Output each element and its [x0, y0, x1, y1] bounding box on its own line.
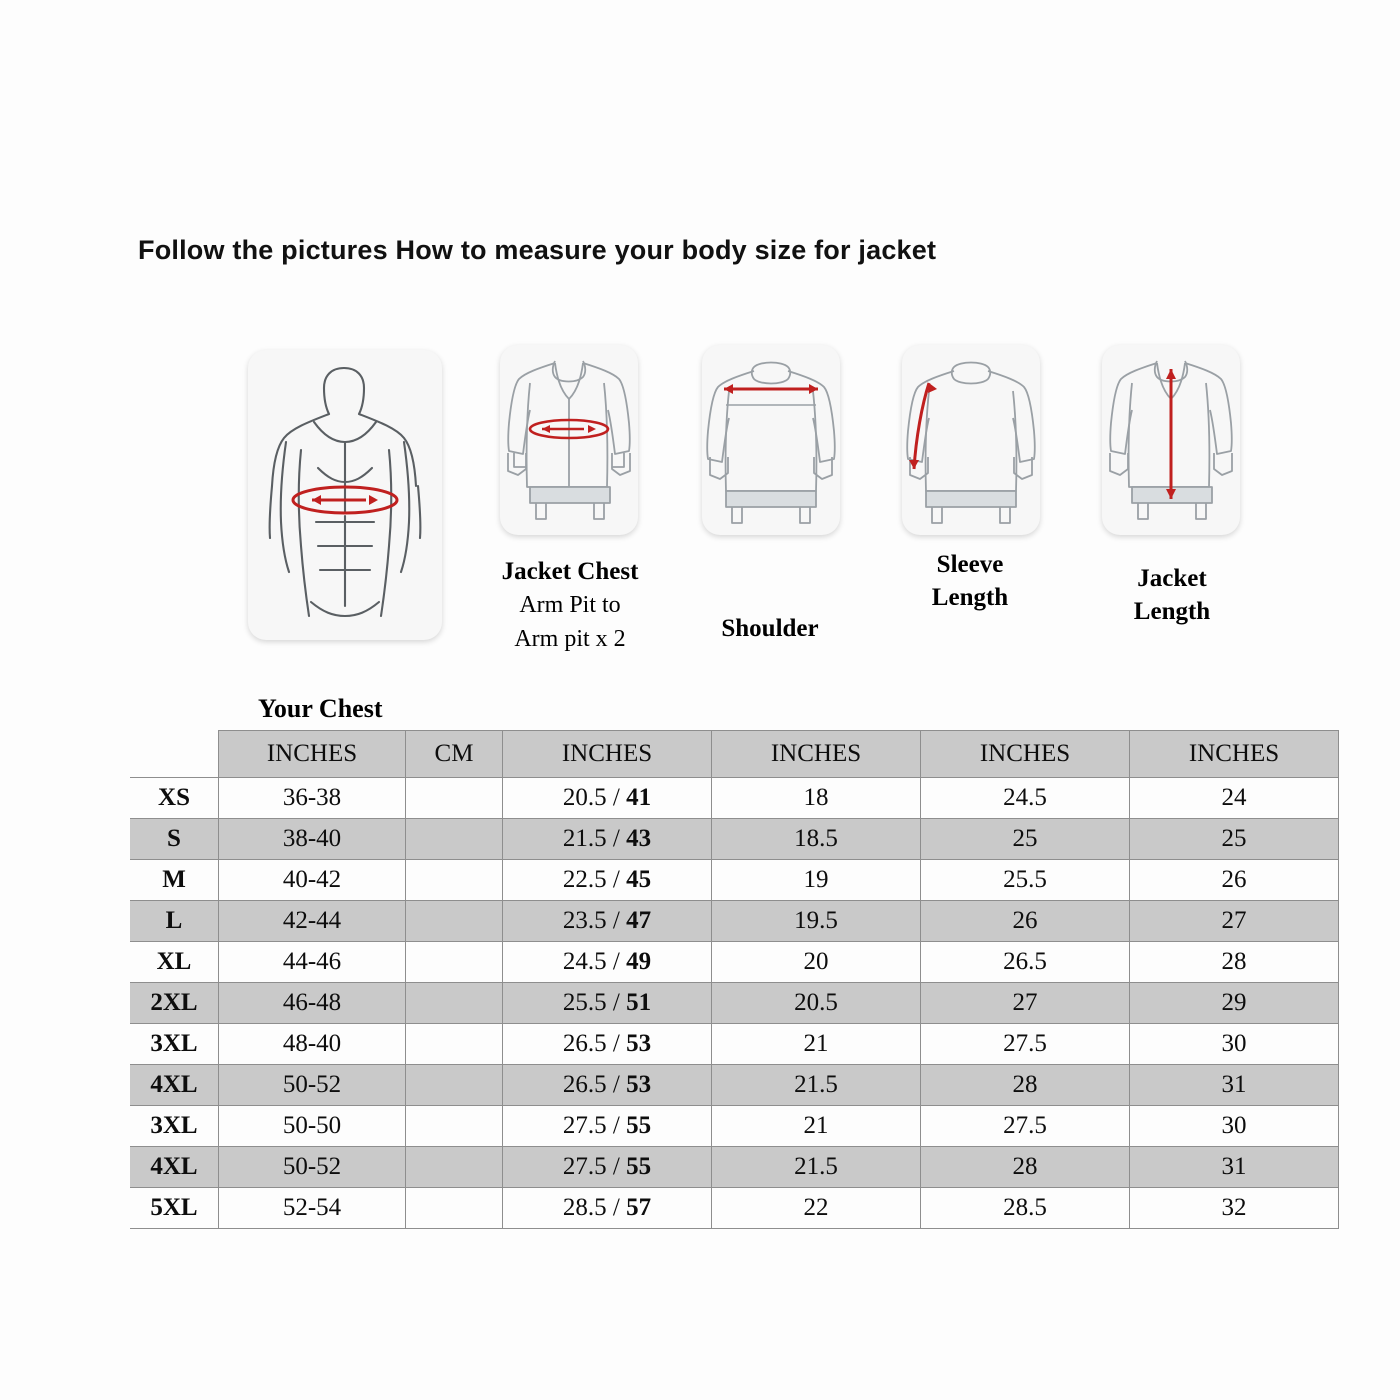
cell-jacket-chest: 23.5 / 47 — [503, 901, 712, 942]
cell-chest-in: 52-54 — [219, 1188, 406, 1229]
cell-size: 2XL — [130, 983, 219, 1024]
size-chart-table — [130, 730, 1339, 1229]
cell-chest-in: 50-52 — [219, 1147, 406, 1188]
caption-jacket-chest-title: Jacket Chest — [501, 558, 639, 585]
cell-size: 3XL — [130, 1106, 219, 1147]
table-row — [130, 819, 1339, 860]
cell-jacket-chest: 26.5 / 53 — [503, 1024, 712, 1065]
caption-shoulder-title: Shoulder — [721, 615, 819, 642]
cell-size: XL — [130, 942, 219, 983]
caption-sleeve-line2: Length — [931, 584, 1009, 611]
illustration-row — [130, 340, 1280, 670]
cell-length: 30 — [1130, 1024, 1339, 1065]
cell-sleeve: 25 — [921, 819, 1130, 860]
cell-jacket-chest: 24.5 / 49 — [503, 942, 712, 983]
table-row — [130, 1024, 1339, 1065]
header-length-inches: INCHES — [1130, 731, 1339, 778]
caption-jacket-length-line2: Length — [1133, 598, 1211, 625]
cell-shoulder: 20 — [712, 942, 921, 983]
cell-chest-cm — [406, 1024, 503, 1065]
cell-chest-in: 36-38 — [219, 778, 406, 819]
cell-size: 5XL — [130, 1188, 219, 1229]
table-row — [130, 778, 1339, 819]
cell-chest-in: 42-44 — [219, 901, 406, 942]
table-row — [130, 942, 1339, 983]
header-size — [130, 731, 219, 778]
cell-length: 30 — [1130, 1106, 1339, 1147]
shoulder-illustration — [702, 345, 840, 535]
jacket-length-illustration — [1102, 345, 1240, 535]
cell-shoulder: 20.5 — [712, 983, 921, 1024]
cell-size: L — [130, 901, 219, 942]
table-row — [130, 901, 1339, 942]
cell-length: 29 — [1130, 983, 1339, 1024]
cell-jacket-chest: 22.5 / 45 — [503, 860, 712, 901]
header-chest-inches: INCHES — [219, 731, 406, 778]
caption-jacket-length-line1: Jacket — [1137, 565, 1207, 592]
cell-sleeve: 24.5 — [921, 778, 1130, 819]
cell-length: 25 — [1130, 819, 1339, 860]
cell-shoulder: 18.5 — [712, 819, 921, 860]
cell-shoulder: 21.5 — [712, 1147, 921, 1188]
cell-length: 27 — [1130, 901, 1339, 942]
cell-chest-cm — [406, 860, 503, 901]
cell-shoulder: 19.5 — [712, 901, 921, 942]
cell-size: S — [130, 819, 219, 860]
cell-jacket-chest: 27.5 / 55 — [503, 1106, 712, 1147]
cell-shoulder: 18 — [712, 778, 921, 819]
cell-sleeve: 26 — [921, 901, 1130, 942]
table-body — [130, 778, 1339, 1229]
cell-chest-cm — [406, 778, 503, 819]
cell-jacket-chest: 25.5 / 51 — [503, 983, 712, 1024]
cell-chest-cm — [406, 1106, 503, 1147]
cell-chest-cm — [406, 983, 503, 1024]
header-jacket-chest-inches: INCHES — [503, 731, 712, 778]
cell-chest-in: 40-42 — [219, 860, 406, 901]
cell-size: XS — [130, 778, 219, 819]
header-shoulder-inches: INCHES — [712, 731, 921, 778]
cell-shoulder: 21.5 — [712, 1065, 921, 1106]
cell-sleeve: 28 — [921, 1147, 1130, 1188]
cell-jacket-chest: 27.5 / 55 — [503, 1147, 712, 1188]
torso-chest-illustration — [248, 350, 442, 640]
cell-shoulder: 22 — [712, 1188, 921, 1229]
cell-chest-cm — [406, 901, 503, 942]
cell-shoulder: 21 — [712, 1024, 921, 1065]
caption-jacket-length — [1092, 562, 1252, 628]
cell-jacket-chest: 20.5 / 41 — [503, 778, 712, 819]
sleeve-length-illustration — [902, 345, 1040, 535]
table-row — [130, 1147, 1339, 1188]
cell-length: 24 — [1130, 778, 1339, 819]
cell-size: M — [130, 860, 219, 901]
cell-length: 28 — [1130, 942, 1339, 983]
cell-chest-in: 38-40 — [219, 819, 406, 860]
cell-chest-in: 44-46 — [219, 942, 406, 983]
cell-chest-cm — [406, 1147, 503, 1188]
cell-length: 26 — [1130, 860, 1339, 901]
cell-chest-cm — [406, 1065, 503, 1106]
cell-sleeve: 28 — [921, 1065, 1130, 1106]
cell-sleeve: 25.5 — [921, 860, 1130, 901]
cell-size: 4XL — [130, 1147, 219, 1188]
cell-jacket-chest: 28.5 / 57 — [503, 1188, 712, 1229]
cell-jacket-chest: 26.5 / 53 — [503, 1065, 712, 1106]
cell-size: 4XL — [130, 1065, 219, 1106]
caption-sleeve-line1: Sleeve — [936, 551, 1004, 578]
caption-jacket-chest — [460, 555, 680, 655]
cell-chest-in: 50-50 — [219, 1106, 406, 1147]
cell-chest-cm — [406, 942, 503, 983]
cell-length: 32 — [1130, 1188, 1339, 1229]
table-header-row — [130, 731, 1339, 778]
cell-chest-in: 46-48 — [219, 983, 406, 1024]
caption-jacket-chest-line1: Arm Pit to — [519, 592, 621, 618]
cell-sleeve: 27.5 — [921, 1024, 1130, 1065]
caption-jacket-chest-line2: Arm pit x 2 — [514, 625, 626, 652]
cell-sleeve: 26.5 — [921, 942, 1130, 983]
cell-shoulder: 21 — [712, 1106, 921, 1147]
jacket-chest-illustration — [500, 345, 638, 535]
cell-sleeve: 27.5 — [921, 1106, 1130, 1147]
cell-chest-cm — [406, 1188, 503, 1229]
table-row — [130, 1188, 1339, 1229]
header-sleeve-inches: INCHES — [921, 731, 1130, 778]
cell-chest-in: 50-52 — [219, 1065, 406, 1106]
page-title: Follow the pictures How to measure your body size for jacket — [138, 235, 937, 265]
cell-shoulder: 19 — [712, 860, 921, 901]
table-row — [130, 1065, 1339, 1106]
caption-shoulder — [670, 612, 870, 645]
your-chest-label: Your Chest — [258, 694, 383, 723]
table-row — [130, 860, 1339, 901]
cell-chest-in: 48-40 — [219, 1024, 406, 1065]
caption-sleeve-length — [890, 548, 1050, 614]
table-row — [130, 983, 1339, 1024]
table-row — [130, 1106, 1339, 1147]
cell-length: 31 — [1130, 1147, 1339, 1188]
cell-size: 3XL — [130, 1024, 219, 1065]
cell-sleeve: 27 — [921, 983, 1130, 1024]
cell-sleeve: 28.5 — [921, 1188, 1130, 1229]
cell-chest-cm — [406, 819, 503, 860]
cell-length: 31 — [1130, 1065, 1339, 1106]
header-chest-cm: CM — [406, 731, 503, 778]
cell-jacket-chest: 21.5 / 43 — [503, 819, 712, 860]
